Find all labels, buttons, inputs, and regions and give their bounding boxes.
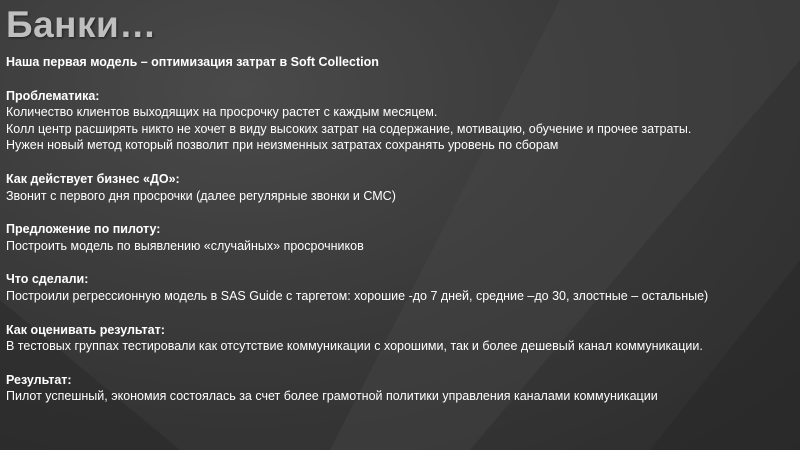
section-line: Построили регрессионную модель в SAS Guide с таргетом: хорошие -до 7 дней, средние –до 30, злостные – остальные) [6, 288, 709, 303]
section-result [6, 372, 786, 405]
section-heading: Что сделали: [6, 272, 89, 287]
section-heading: Результат: [6, 372, 72, 387]
subtitle-section [6, 54, 786, 71]
section-line: Нужен новый метод который позволит при неизменных затратах сохранять уровень по сборам [6, 138, 559, 153]
section-heading: Как оценивать результат: [6, 322, 165, 337]
slide-subtitle: Наша первая модель – оптимизация затрат в Soft Collection [6, 55, 379, 69]
section-business-before [6, 171, 786, 204]
section-evaluation [6, 322, 786, 355]
section-line: Пилот успешный, экономия состоялась за счет более грамотной политики управления каналами коммуникации [6, 389, 658, 404]
section-line: Количество клиентов выходящих на просрочку растет с каждым месяцем. [6, 105, 438, 120]
slide-title: Банки… [6, 4, 157, 45]
section-line: В тестовых группах тестировали как отсутствие коммуникации с хорошими, так и более дешевый канал коммуникации. [6, 339, 703, 354]
section-heading: Предложение по пилоту: [6, 222, 161, 237]
slide-content [6, 54, 786, 422]
section-line: Колл центр расширять никто не хочет в виду высоких затрат на содержание, мотивацию, обучение и прочее затраты. [6, 121, 692, 136]
section-line: Построить модель по выявлению «случайных» просрочников [6, 238, 364, 253]
section-what-done [6, 271, 786, 304]
section-heading: Проблематика: [6, 88, 100, 103]
section-problem [6, 88, 786, 154]
section-line: Звонит с первого дня просрочки (далее регулярные звонки и СМС) [6, 188, 396, 203]
section-heading: Как действует бизнес «ДО»: [6, 171, 180, 186]
section-pilot-proposal [6, 221, 786, 254]
